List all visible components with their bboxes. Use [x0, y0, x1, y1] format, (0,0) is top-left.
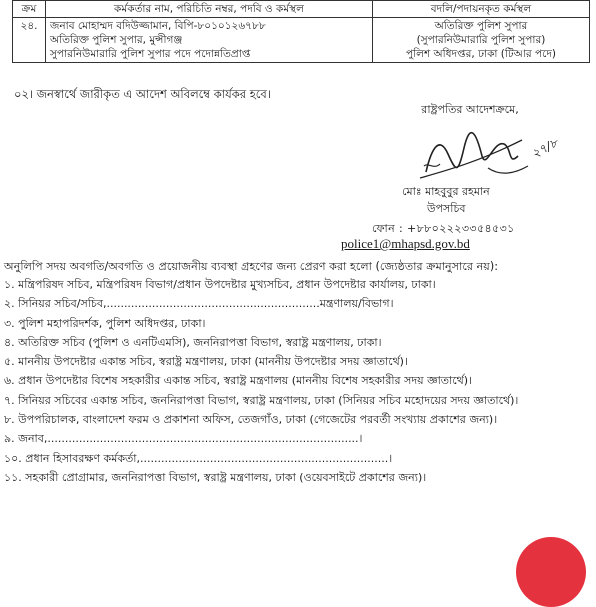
header-officer: কর্মকর্তার নাম, পরিচিতি নম্বর, পদবি ও কর্মস্থল	[46, 1, 373, 18]
copy-intro: অনুলিপি সদয় অবগতি/অবগতি ও প্রয়োজনীয় ব্যবস্থা গ্রহণের জন্য প্রেরণ করা হলো (জ্যেষ্ঠতার ক্রমানুসারে নয়):	[4, 260, 498, 273]
phone-number: ফোন : +৮৮০২২২৩৩৫৪৫৩১	[372, 222, 515, 235]
officer-signatory-name: মোঃ মাহবুবুর রহমান	[402, 185, 490, 198]
item-number: ৪.	[4, 335, 15, 349]
table-row	[13, 18, 590, 63]
item-text: প্রধান হিসাবরক্ষণ কর্মকর্তা,.......................................................................।	[25, 451, 393, 465]
list-item	[4, 275, 518, 294]
item-text: মন্ত্রিপরিষদ সচিব, মন্ত্রিপরিষদ বিভাগ/প্রধান উপদেষ্টার মুখ্যসচিব, প্রধান উপদেষ্টার কার্যালয়, ঢাকা।	[18, 278, 436, 291]
list-item	[4, 371, 518, 390]
item-text: সিনিয়র সচিব/সচিব,.............................................................মন্ত্রণালয়/বিভাগ।	[18, 297, 394, 311]
item-text: সহকারী প্রোগ্রামার, জননিরাপত্তা বিভাগ, স্বরাষ্ট্র মন্ত্রণালয়, ঢাকা (ওয়েবসাইটে প্রকাশের জন্য)।	[25, 470, 427, 484]
list-item	[4, 410, 518, 429]
item-number: ১.	[4, 278, 15, 291]
item-text: প্রধান উপদেষ্টার বিশেষ সহকারীর একান্ত সচিব, স্বরাষ্ট্র মন্ত্রণালয় (মাননীয় বিশেষ সহকারীর সদয় জ্ঞাতার্থে)।	[18, 374, 473, 388]
header-serial: ক্রম	[13, 1, 46, 18]
item-number: ২.	[4, 297, 15, 311]
item-text: জনাব,.........................................................................................।	[18, 432, 363, 446]
effective-order-paragraph: ০২। জনস্বার্থে জারীকৃত এ আদেশ অবিলম্বে কার্যকর হবে।	[14, 87, 271, 101]
list-item	[4, 333, 518, 352]
row-serial: ২৪.	[13, 18, 46, 63]
row-officer	[46, 18, 373, 63]
officer-promotion-line: সুপারনিউমারারি পুলিশ সুপার পদে পদোন্নতিপ্রাপ্ত	[50, 48, 251, 60]
item-number: ১০.	[4, 451, 22, 465]
item-text: উপপরিচালক, বাংলাদেশ ফরম ও প্রকাশনা অফিস, তেজগাঁও, ঢাকা (গেজেটের পরবর্তী সংখ্যায় প্রকাশের জন্য)।	[18, 413, 498, 427]
list-item	[4, 449, 518, 468]
list-item	[4, 294, 518, 313]
officer-post-line: অতিরিক্ত পুলিশ সুপার, মুন্সীগঞ্জ	[50, 34, 183, 46]
order-title: রাষ্ট্রপতির আদেশক্রমে,	[421, 103, 519, 116]
signature-block	[370, 101, 570, 120]
item-number: ৬.	[4, 374, 15, 388]
recipient-list	[4, 275, 518, 487]
item-text: সিনিয়র সচিবের একান্ত সচিব, জননিরাপত্তা বিভাগ, স্বরাষ্ট্র মন্ত্রণালয়, ঢাকা (সিনিয়র সচিব মহোদয়ের সদয় জ্ঞাতার্থে)।	[18, 393, 519, 407]
red-stamp-mark	[516, 537, 586, 607]
posting-line-1: অতিরিক্ত পুলিশ সুপার	[434, 20, 528, 32]
item-number: ৭.	[4, 393, 15, 407]
handwritten-signature	[418, 126, 538, 184]
list-item	[4, 468, 518, 487]
item-number: ৩.	[4, 316, 15, 330]
officer-signatory-designation: উপসচিব	[427, 202, 466, 215]
item-text: মাননীয় উপদেষ্টার একান্ত সচিব, স্বরাষ্ট্র মন্ত্রণালয়, ঢাকা (মাননীয় উপদেষ্টার সদয় জ্ঞাতার্থে)।	[18, 355, 408, 369]
posting-line-3: পুলিশ অধিদপ্তর, ঢাকা (টিআর পদে)	[406, 48, 556, 60]
item-text: অতিরিক্ত সচিব (পুলিশ ও এনটিএমসি), জননিরাপত্তা বিভাগ, স্বরাষ্ট্র মন্ত্রণালয়, ঢাকা।	[18, 335, 382, 349]
posting-line-2: (সুপারনিউমারারি পুলিশ সুপার)	[416, 34, 546, 46]
list-item	[4, 391, 518, 410]
email-link[interactable]: police1@mhapsd.gov.bd	[341, 236, 470, 251]
list-item	[4, 352, 518, 371]
officer-name-line: জনাব মোহাম্মদ বদিউজ্জামান, বিপি-৮০১০১২৬৭৮৮	[50, 20, 266, 32]
list-item	[4, 429, 518, 448]
list-item	[4, 314, 518, 333]
item-number: ১১.	[4, 470, 22, 484]
table-header-row	[13, 1, 590, 18]
item-number: ৮.	[4, 413, 15, 427]
row-posting	[373, 18, 590, 63]
item-number: ৯.	[4, 432, 15, 446]
item-text: পুলিশ মহাপরিদর্শক, পুলিশ অধিদপ্তর, ঢাকা।	[18, 316, 206, 330]
handwritten-date: ২৭/৮	[529, 135, 561, 161]
header-posting: বদলি/পদায়নকৃত কর্মস্থল	[373, 1, 590, 18]
item-number: ৫.	[4, 355, 15, 369]
posting-table	[12, 0, 590, 63]
